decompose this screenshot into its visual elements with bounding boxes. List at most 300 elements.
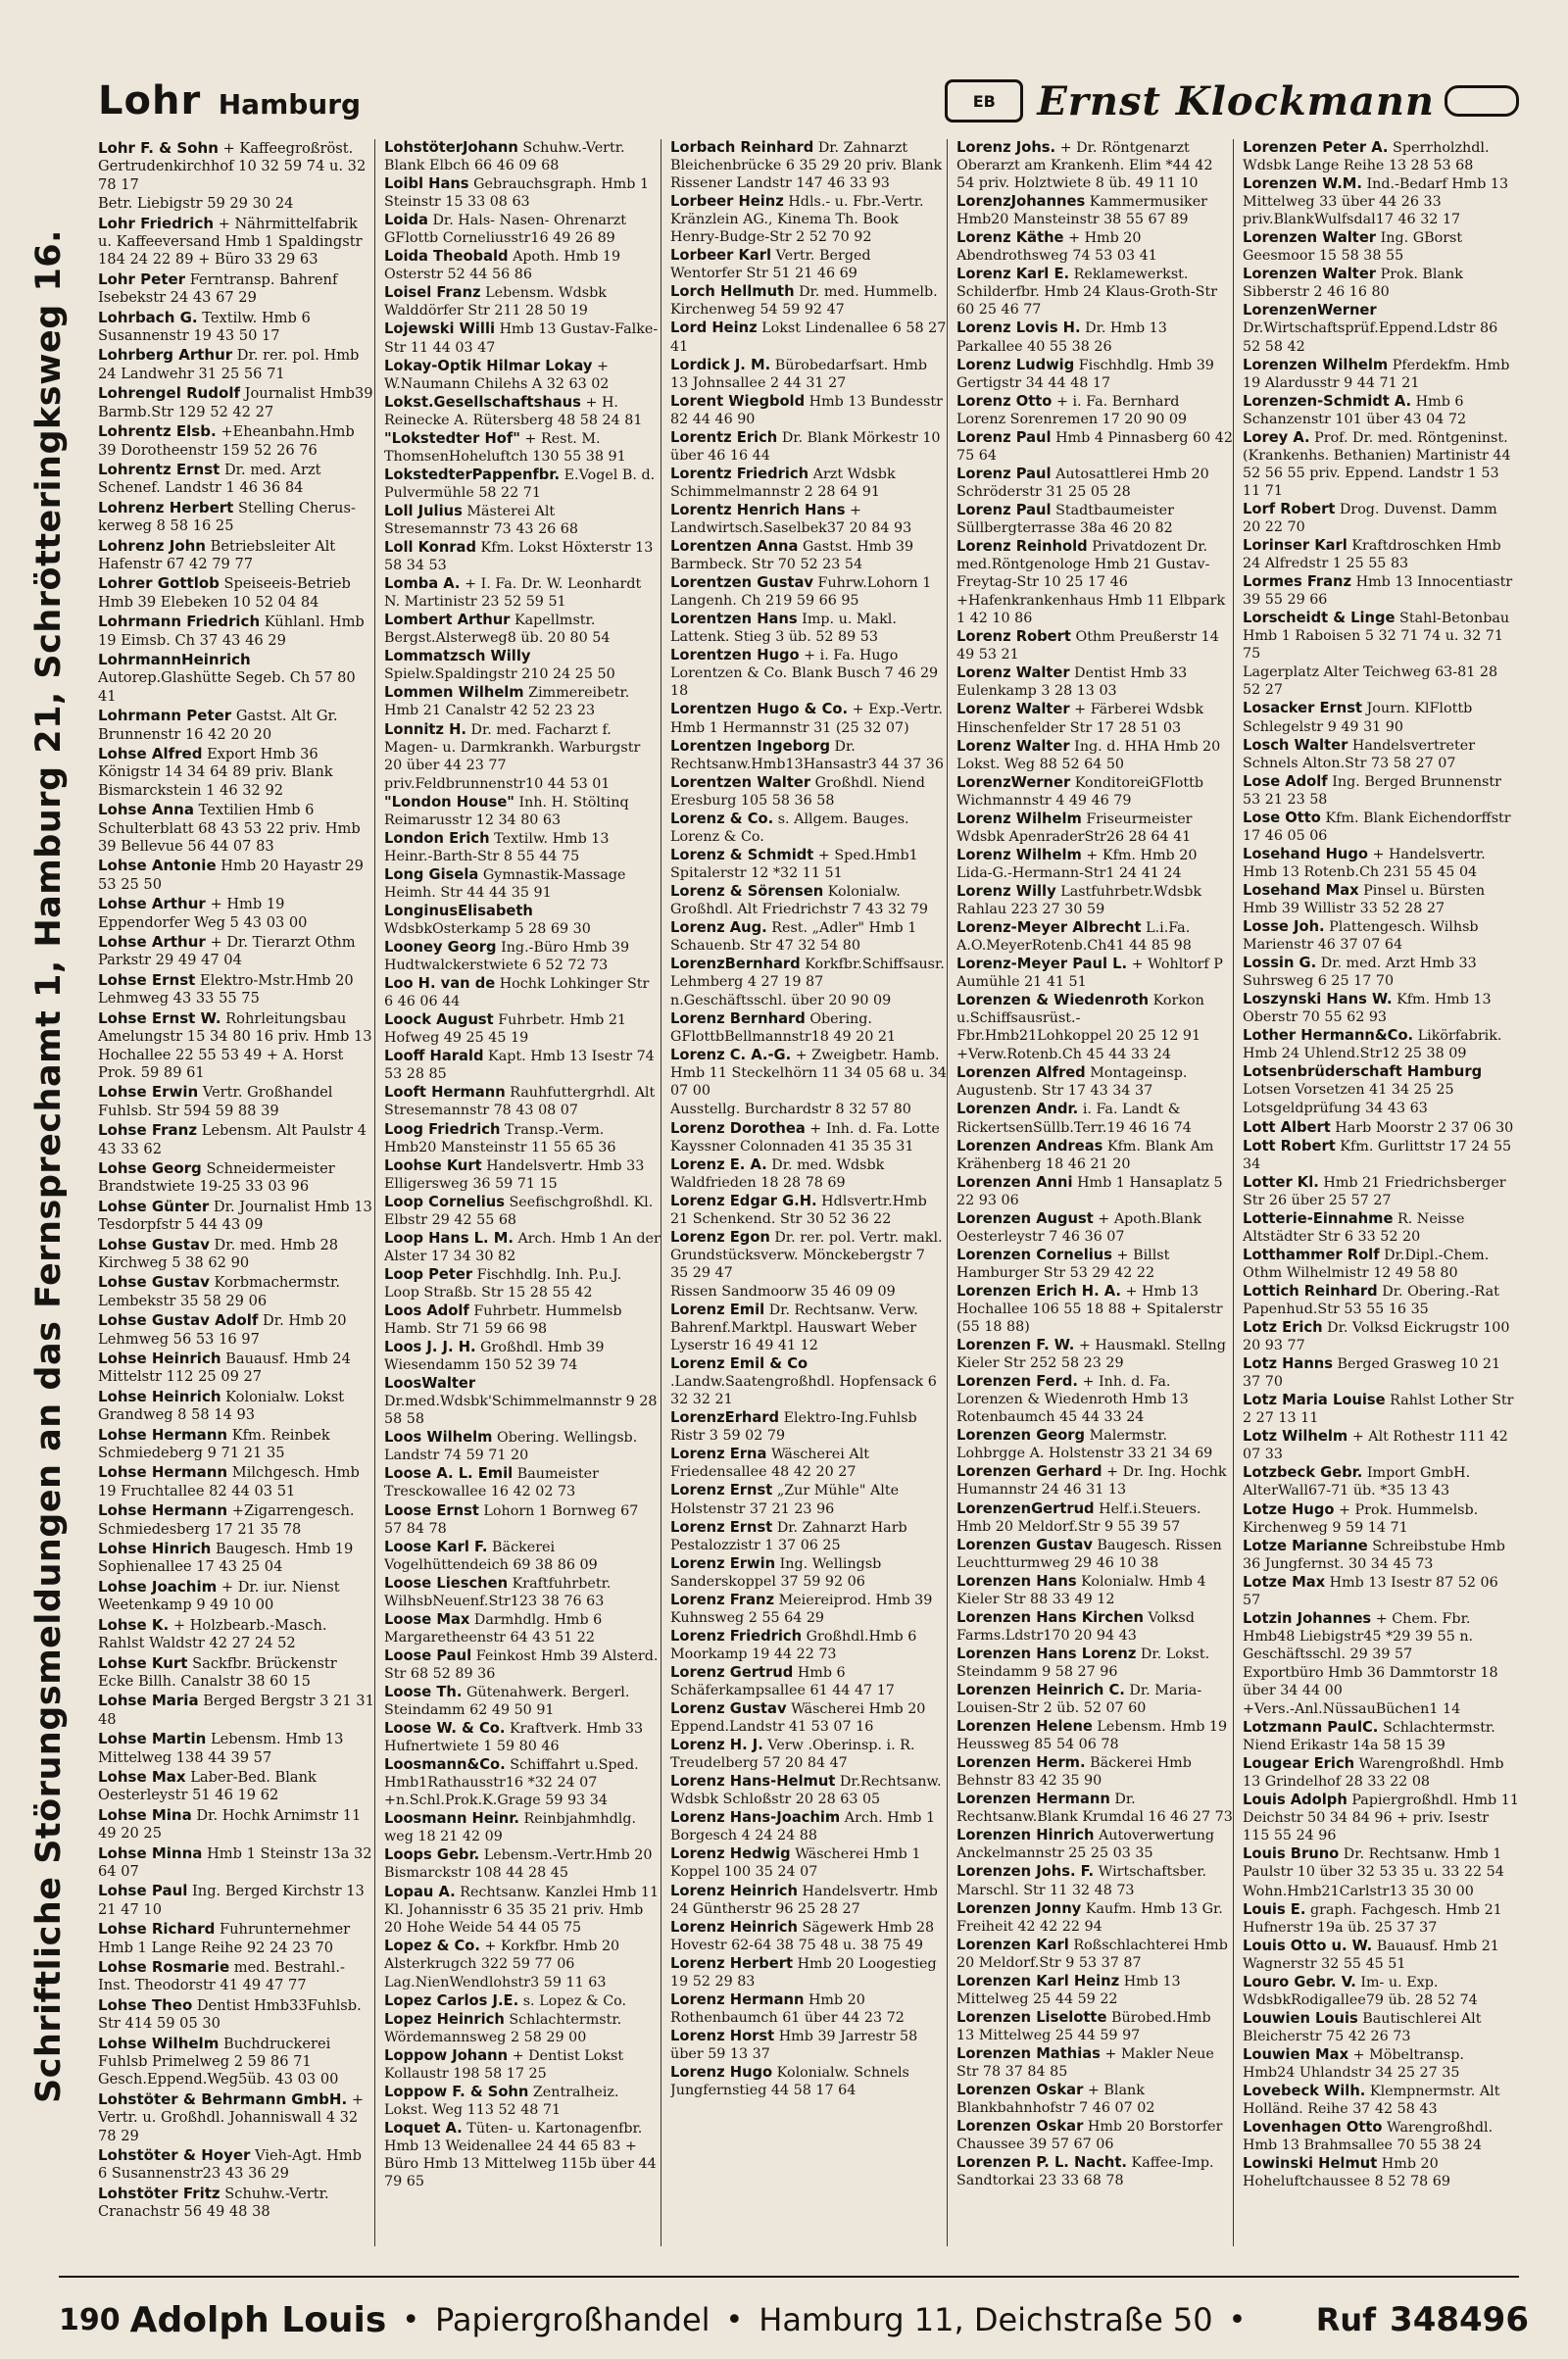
listing-entry — [384, 575, 661, 611]
entry-details: Exportbüro Hmb 36 Dammtorstr 18 über 34 44 00 — [1243, 1664, 1498, 1698]
listing-entry — [956, 1046, 1233, 1063]
entry-details: + Handelsvertr. Hmb 13 Rotenb.Ch 231 55 45 04 — [1243, 846, 1486, 880]
entry-name: Lorenzen Hinrich — [956, 1827, 1095, 1844]
listing-entry — [1243, 139, 1519, 174]
entry-details: Hmb 20 Rothenbaumch 61 über 44 23 72 — [670, 1991, 905, 2026]
listing-entry — [1243, 229, 1519, 265]
entry-details: + Hmb 13 Hochallee 106 55 18 88 + Spitalerstr (55 18 88) — [956, 1283, 1223, 1336]
entry-name: LokstedterPappenfbr. — [384, 466, 561, 483]
entry-details: Export Hmb 36 Königstr 14 34 64 89 priv. Blank Bismarckstein 1 46 32 92 — [98, 746, 333, 799]
entry-details: Dr.Rechtsanw. Wdsbk Schloßstr 20 28 63 05 — [670, 1774, 942, 1808]
entry-name: Lordick J. M. — [670, 356, 771, 373]
listing-entry — [956, 774, 1233, 810]
entry-name: Loida Theobald — [384, 248, 509, 266]
listing-entry — [956, 701, 1233, 736]
entry-details: Bäckerei Hmb Behnstr 83 42 35 90 — [956, 1755, 1192, 1790]
entry-details: + Hmb 19 Eppendorfer Weg 5 43 03 00 — [98, 896, 308, 931]
entry-details: + Dr. Ing. Hochk Humannstr 24 46 31 13 — [956, 1464, 1227, 1499]
listing-entry — [384, 1048, 661, 1083]
footer-ad — [59, 2298, 1529, 2341]
listing-entry — [98, 1463, 374, 1500]
entry-details: Zentralheiz. Lokst. Weg 113 52 48 71 — [384, 2085, 619, 2119]
listing-entry — [384, 539, 661, 574]
listing-entry — [384, 1084, 661, 1119]
entry-details: Hmb 13 Gustav-Falke-Str 11 44 03 47 — [384, 321, 659, 356]
entry-name: Lohse Anna — [98, 801, 194, 819]
listing-entry — [956, 1283, 1233, 1336]
listing-entry — [1243, 1392, 1519, 1427]
entry-details: Wirtschaftsber. Marschl. Str 11 32 48 73 — [956, 1864, 1207, 1898]
listing-entry — [1243, 2046, 1519, 2082]
entry-details: Textilw. Hmb 13 Heinr.-Barth-Str 8 55 44 75 — [384, 830, 610, 864]
listing-entry — [384, 775, 661, 793]
footer-phone — [1316, 2300, 1529, 2339]
entry-details: Ing. Berged Brunnenstr 53 21 23 58 — [1243, 773, 1501, 808]
listing-entry — [956, 1900, 1233, 1936]
listing-entry — [98, 1009, 374, 1083]
entry-details: Hmb 13 Isestr 87 52 06 57 — [1243, 1574, 1498, 1608]
listing-entry — [956, 2118, 1233, 2153]
brand-name: Ernst Klockmann — [1037, 77, 1435, 124]
entry-details: Dr. rer. pol. Vertr. makl. Grundstücksverw. Mönckebergstr 7 35 29 47 — [670, 1229, 943, 1281]
entry-name: Lovenhagen Otto — [1243, 2119, 1383, 2137]
entry-name: Lorenzen Alfred — [956, 1064, 1086, 1082]
entry-details: n.Geschäftsschl. über 20 90 09 — [670, 993, 892, 1009]
entry-name: Loose A. L. Emil — [384, 1465, 514, 1483]
entry-name: Lorenzen August — [956, 1209, 1094, 1227]
entry-name: Lorenzen & Wiedenroth — [956, 992, 1150, 1009]
entry-name: Lorch Hellmuth — [670, 283, 795, 301]
listing-entry — [98, 270, 374, 308]
entry-name: Long Gisela — [384, 865, 479, 883]
entry-name: Lorentzen Hans — [670, 611, 798, 628]
listing-entry — [98, 309, 374, 346]
listing-entry — [1243, 882, 1519, 917]
entry-name: Lohrer Gottlob — [98, 574, 220, 593]
listing-entry — [670, 1519, 947, 1554]
entry-name: Lorenzen Andr. — [956, 1101, 1079, 1118]
entry-details: Arch. Hmb 1 Borgesch 4 24 24 88 — [670, 1810, 936, 1844]
entry-details: Dr. rer. pol. Hmb 24 Landwehr 31 25 56 71 — [98, 347, 360, 382]
listing-entry — [98, 1121, 374, 1158]
entry-details: Dr. Zahnarzt Bleichenbrücke 6 35 29 20 priv. Blank Rissener Landstr 147 46 33 93 — [670, 140, 943, 192]
entry-details: Fischhdlg. Hmb 39 Gertigstr 34 44 48 17 — [956, 357, 1214, 391]
entry-name: Lorenz E. A. — [670, 1155, 767, 1173]
listing-entry — [1243, 1664, 1519, 1699]
listing-entry — [670, 774, 947, 810]
listing-entry — [98, 1501, 374, 1539]
listing-entry — [98, 2090, 374, 2145]
entry-name: Losehand Hugo — [1243, 845, 1368, 862]
entry-name: Loszynski Hans W. — [1243, 991, 1393, 1008]
entry-name: Loock August — [384, 1011, 494, 1029]
entry-details: Spielw.Spaldingstr 210 24 25 50 — [384, 666, 615, 683]
entry-name: Lorentz Friedrich — [670, 465, 809, 482]
entry-details: KonditoreiGFlottb Wichmannstr 4 49 46 79 — [956, 774, 1203, 809]
entry-name: Lohse Richard — [98, 1920, 216, 1939]
entry-details: Gastst. Alt Gr. Brunnenstr 16 42 20 20 — [98, 708, 338, 743]
listing-entry — [956, 956, 1233, 991]
entry-name: Lohse Maria — [98, 1692, 199, 1710]
entry-name: Lohstöter & Hoyer — [98, 2146, 251, 2165]
entry-name: Lohse Paul — [98, 1882, 188, 1900]
listing-entry — [98, 461, 374, 498]
listing-entry — [670, 738, 947, 773]
listing-entry — [956, 193, 1233, 228]
entry-name: Lorenzen Hans — [956, 1572, 1077, 1590]
entry-details: Sperrholzhdl. Wdsbk Lange Reihe 13 28 53 68 — [1243, 140, 1490, 174]
entry-details: +Zigarrengesch. Schmiedesberg 17 21 35 78 — [98, 1502, 355, 1538]
entry-name: Lotze Marianne — [1243, 1537, 1368, 1554]
entry-details: Ing. Berged Kirchstr 13 21 47 10 — [98, 1883, 365, 1918]
listing-entry — [384, 1302, 661, 1338]
entry-details: R. Neisse Altstädter Str 6 33 52 20 — [1243, 1210, 1465, 1245]
listing-entry — [1243, 1901, 1519, 1937]
running-head-city: Hamburg — [218, 88, 362, 121]
listing-columns — [98, 139, 1519, 2246]
entry-details: Dr. Hmb 20 Lehmweg 56 53 16 97 — [98, 1312, 347, 1348]
listing-entry — [670, 1845, 947, 1881]
entry-name: Louis Adolph — [1243, 1792, 1348, 1809]
entry-details: + Kaffeegroßröst. Gertrudenkirchhof 10 32 59 74 u. 32 78 17 — [98, 140, 367, 193]
entry-details: Reinbjahmhdlg. weg 18 21 42 09 — [384, 1811, 637, 1845]
listing-entry — [1243, 773, 1519, 809]
entry-name: Looff Harald — [384, 1048, 484, 1065]
entry-name: Lohse Heinrich — [98, 1387, 221, 1405]
entry-name: Lorenzen Mathias — [956, 2044, 1101, 2062]
entry-details: Dr. Rechtsanw. Hmb 1 Paulstr 10 über 32 53 35 u. 33 22 54 — [1243, 1846, 1504, 1881]
listing-entry — [670, 1283, 947, 1301]
entry-details: Fuhrunternehmer Hmb 1 Lange Reihe 92 24 23 70 — [98, 1921, 351, 1956]
entry-details: Hdlsvertr.Hmb 21 Schenkend. Str 30 52 36 22 — [670, 1193, 927, 1227]
listing-entry — [956, 1973, 1233, 2008]
entry-details: + Hausmakl. Stellng Kieler Str 252 58 23 29 — [956, 1338, 1226, 1372]
listing-entry — [98, 1273, 374, 1310]
listing-entry — [384, 612, 661, 647]
entry-details: Autorep.Glashütte Segeb. Ch 57 80 41 — [98, 669, 356, 705]
entry-details: Autoverwertung Anckelmannstr 25 25 03 35 — [956, 1828, 1215, 1862]
entry-details: Betriebsleiter Alt Hafenstr 67 42 79 77 — [98, 537, 336, 572]
listing-entry — [956, 811, 1233, 846]
listing-entry — [384, 648, 661, 683]
listing-entry — [1243, 1845, 1519, 1881]
listing-entry — [670, 1700, 947, 1736]
entry-name: Lorbach Reinhard — [670, 139, 814, 156]
entry-name: Loisel Franz — [384, 284, 481, 302]
entry-details: Gütenahwerk. Bergerl. Steindamm 62 49 50 91 — [384, 1684, 630, 1719]
entry-details: Stahl-Betonbau Hmb 1 Raboisen 5 32 71 74 u. 32 71 75 — [1243, 611, 1510, 663]
entry-name: Lorenz H. J. — [670, 1737, 763, 1754]
listing-entry — [956, 319, 1233, 355]
entry-details: Kolonialw. Lokst Grandweg 8 58 14 93 — [98, 1388, 345, 1424]
entry-details: Hmb 20 Hayastr 29 53 25 50 — [98, 858, 364, 893]
entry-name: Lorenz Hedwig — [670, 1845, 791, 1863]
listing-entry — [384, 1194, 661, 1229]
listing-entry — [384, 1846, 661, 1882]
listing-entry — [98, 1920, 374, 1957]
entry-details: Zimmereibetr. Hmb 21 Canalstr 42 52 23 23 — [384, 685, 630, 719]
entry-details: Rohrleitungsbau Amelungstr 15 34 80 16 priv. Hmb 13 Hochallee 22 55 53 49 + A. Horst Prok. 59 89 61 — [98, 1009, 372, 1081]
entry-name: Lorinser Karl — [1243, 537, 1348, 555]
entry-name: Lorent Wiegbold — [670, 392, 806, 410]
entry-details: Autosattlerei Hmb 20 Schröderstr 31 25 05 28 — [956, 466, 1209, 500]
entry-name: Lorenzen W.M. — [1243, 175, 1362, 193]
listing-entry — [1243, 846, 1519, 881]
entry-name: Lohrbach G. — [98, 308, 198, 326]
listing-entry — [384, 1266, 661, 1302]
listing-entry — [956, 2154, 1233, 2189]
entry-name: Loop Peter — [384, 1265, 473, 1283]
footer-firm: Adolph Louis — [129, 2299, 387, 2340]
listing-entry — [98, 2185, 374, 2222]
listing-entry — [384, 1611, 661, 1646]
entry-details: Lebensm. Alt Paulstr 4 43 33 62 — [98, 1122, 367, 1157]
entry-name: Lotter Kl. — [1243, 1173, 1319, 1191]
entry-details: + Prok. Hummelsb. Kirchenweg 9 59 14 71 — [1243, 1501, 1479, 1536]
entry-name: Loll Julius — [384, 502, 463, 519]
entry-name: Lorenzen Ferd. — [956, 1373, 1078, 1391]
entry-details: Dr. med. Arzt Hmb 33 Suhrsweg 6 25 17 70 — [1243, 956, 1477, 990]
listing-entry — [670, 2028, 947, 2063]
listing-entry — [384, 1011, 661, 1047]
column-5 — [1243, 139, 1519, 2246]
entry-details: Dr. Rechtsanw.Hmb13Hansastr3 44 37 36 — [670, 738, 944, 772]
vertical-notice-text: Schriftliche Störungsmeldungen an das Fernsprechamt 1, Hamburg 21, Schrötteringksweg 16. — [29, 229, 69, 2103]
entry-details: Rechtsanw. Kanzlei Hmb 11 Kl. Johannisstr 6 35 35 21 priv. Hmb 20 Hohe Weide 54 44 05 75 — [384, 1884, 660, 1936]
listing-entry — [956, 1064, 1233, 1100]
listing-entry — [1243, 1138, 1519, 1173]
entry-details: Wäscherei Hmb 1 Koppel 100 35 24 07 — [670, 1846, 921, 1881]
entry-details: Harb Moorstr 2 37 06 30 — [1335, 1119, 1514, 1136]
listing-entry — [670, 2064, 947, 2099]
listing-entry — [98, 971, 374, 1008]
listing-entry — [98, 499, 374, 536]
listing-entry — [384, 2084, 661, 2119]
listing-entry — [956, 1463, 1233, 1499]
entry-name: Lorenz Gustav — [670, 1700, 787, 1718]
entry-name: Lorenz Wilhelm — [956, 810, 1082, 827]
entry-name: Lorenz Edgar G.H. — [670, 1192, 817, 1209]
entry-details: Hmb 1 Hansaplatz 5 22 93 06 — [956, 1174, 1223, 1208]
entry-name: Lohse Hermann — [98, 1463, 228, 1482]
listing-entry — [98, 1083, 374, 1120]
listing-entry — [384, 2047, 661, 2083]
listing-entry — [670, 429, 947, 465]
entry-details: Baugesch. Hmb 19 Sophienallee 17 43 25 04 — [98, 1541, 354, 1576]
listing-entry — [98, 895, 374, 932]
listing-entry — [670, 883, 947, 918]
entry-details: Kaffee-Imp. Sandtorkai 23 33 68 78 — [956, 2155, 1214, 2189]
entry-name: Lorenz & Schmidt — [670, 846, 814, 863]
entry-name: Lorentzen Anna — [670, 538, 799, 556]
listing-entry — [1243, 1174, 1519, 1209]
entry-details: + Nährmittelfabrik u. Kaffeeversand Hmb 1 Spaldingstr 184 24 22 89 + Büro 33 29 63 — [98, 215, 363, 269]
entry-details: + Dr. iur. Nienst Weetenkamp 9 49 10 00 — [98, 1578, 340, 1614]
entry-details: Mästerei Alt Stresemannstr 73 43 26 68 — [384, 503, 578, 537]
entry-name: Lohse K. — [98, 1615, 170, 1634]
entry-details: Kraftdroschken Hmb 24 Alfredstr 1 25 55 83 — [1243, 538, 1501, 572]
entry-name: Lorenzen Gerhard — [956, 1463, 1102, 1481]
entry-details: Schuhw.-Vertr. Cranachstr 56 49 48 38 — [98, 2185, 329, 2221]
entry-name: Lorentz Erich — [670, 428, 778, 446]
listing-entry — [1243, 1501, 1519, 1537]
entry-details: Journ. KlFlottb Schlegelstr 9 49 31 90 — [1243, 701, 1473, 735]
listing-entry — [670, 1193, 947, 1228]
entry-details: Hmb 39 Jarrestr 58 über 59 13 37 — [670, 2028, 918, 2062]
footer-address: Hamburg 11, Deichstraße 50 — [759, 2301, 1213, 2338]
listing-entry — [670, 1156, 947, 1192]
entry-name: Lohrenz John — [98, 536, 206, 555]
listing-entry — [1243, 1100, 1519, 1117]
listing-entry — [1243, 2155, 1519, 2190]
listing-entry — [1243, 302, 1519, 355]
entry-name: Lotthammer Rolf — [1243, 1246, 1380, 1263]
entry-details: Vertr. Berged Wentorfer Str 51 21 46 69 — [670, 248, 871, 282]
entry-name: Lommen Wilhelm — [384, 684, 524, 702]
entry-name: Lorey A. — [1243, 428, 1310, 446]
entry-details: Vieh-Agt. Hmb 6 Susannenstr23 43 36 29 — [98, 2147, 362, 2183]
entry-name: Lohr Peter — [98, 270, 186, 288]
footer-phone-label: Ruf — [1315, 2301, 1377, 2338]
entry-name: Lorenz Hans-Helmut — [670, 1773, 836, 1791]
listing-entry — [1243, 2010, 1519, 2045]
entry-name: Loose W. & Co. — [384, 1720, 506, 1738]
entry-name: Lorenz Erwin — [670, 1554, 776, 1572]
entry-name: Lorenzen Wilhelm — [1243, 356, 1389, 373]
listing-entry — [98, 2146, 374, 2184]
listing-entry — [956, 139, 1233, 192]
entry-name: Lopez & Co. — [384, 1937, 480, 1954]
entry-name: Lorenzen Helene — [956, 1718, 1093, 1736]
entry-details: Hmb 13 Bundesstr 82 44 46 90 — [670, 393, 943, 427]
listing-entry — [1243, 1027, 1519, 1062]
listing-entry — [670, 1120, 947, 1155]
brand-swash-icon — [1445, 85, 1519, 117]
entry-name: Loose Karl F. — [384, 1538, 488, 1555]
entry-details: Prof. Dr. med. Röntgeninst. (Krankenhs. Bethanien) Martinistr 44 52 56 55 priv. Eppend. Landstr 1 53 11 71 — [1243, 429, 1511, 499]
entry-name: Lorenzen Peter A. — [1243, 139, 1389, 156]
entry-name: Lotz Hanns — [1243, 1355, 1333, 1373]
listing-entry — [670, 1446, 947, 1481]
entry-details: Kolonialw. Großhdl. Alt Friedrichstr 7 43 32 79 — [670, 883, 928, 917]
listing-entry — [670, 193, 947, 246]
entry-name: Loose Lieschen — [384, 1574, 509, 1592]
entry-details: Pinsel u. Bürsten Hmb 39 Willistr 33 52 28 27 — [1243, 882, 1486, 916]
listing-entry — [1243, 1700, 1519, 1718]
listing-entry — [1243, 663, 1519, 699]
listing-entry — [1243, 737, 1519, 772]
listing-entry — [98, 346, 374, 383]
listing-entry — [670, 1409, 947, 1445]
entry-details: +Vers.-Anl.NüssauBüchen1 14 — [1243, 1701, 1461, 1718]
entry-name: Lorbeer Karl — [670, 247, 772, 265]
entry-details: L.i.Fa. A.O.MeyerRotenb.Ch41 44 85 98 — [956, 920, 1192, 955]
entry-details: + Dr. Tierarzt Othm Parkstr 29 49 47 04 — [98, 934, 356, 969]
listing-entry — [98, 1236, 374, 1273]
entry-details: Kfm. Reinbek Schmiedeberg 9 71 21 35 — [98, 1426, 330, 1462]
entry-details: + i. Fa. Hugo Lorentzen & Co. Blank Busch 7 46 29 18 — [670, 648, 939, 700]
entry-name: Lother Hermann&Co. — [1243, 1027, 1414, 1045]
entry-name: Lorenz Robert — [956, 628, 1071, 646]
entry-name: Losacker Ernst — [1243, 700, 1362, 717]
entry-details: Vertr. Großhandel Fuhlsb. Str 594 59 88 39 — [98, 1084, 333, 1119]
entry-details: Ferntransp. Bahrenf Isebekstr 24 43 67 29 — [98, 270, 338, 307]
listing-entry — [384, 1157, 661, 1193]
entry-name: Lorentzen Gustav — [670, 574, 813, 592]
entry-name: Lovebeck Wilh. — [1243, 2083, 1366, 2100]
listing-entry — [98, 537, 374, 574]
entry-name: Lohse Ernst W. — [98, 1008, 221, 1027]
entry-name: Lohse Ernst — [98, 970, 196, 989]
entry-details: Kfm. Gurlittstr 17 24 55 34 — [1243, 1138, 1512, 1172]
entry-name: Lorenz Horst — [670, 2027, 775, 2044]
listing-entry — [384, 1121, 661, 1156]
entry-details: Handelsvertr. Hmb 33 Elligersweg 36 59 71 15 — [384, 1157, 645, 1192]
entry-details: Dr.Wirtschaftsprüf.Eppend.Ldstr 86 52 58 42 — [1243, 320, 1498, 355]
listing-entry — [956, 429, 1233, 465]
entry-name: Loosmann Heinr. — [384, 1810, 519, 1828]
entry-details: Ing. Wellingsb Sanderskoppel 37 59 92 06 — [670, 1555, 882, 1590]
listing-entry — [670, 1101, 947, 1118]
entry-details: graph. Fachgesch. Hmb 21 Hufnerstr 19a üb. 25 37 37 — [1243, 1901, 1502, 1936]
entry-name: Lotz Maria Louise — [1243, 1392, 1386, 1409]
entry-details: Lebensm.-Vertr.Hmb 20 Bismarckstr 108 44 28 45 — [384, 1847, 653, 1882]
entry-details: Feinkost Hmb 39 Alsterd. Str 68 52 89 36 — [384, 1647, 659, 1682]
entry-name: Lorenz Herbert — [670, 1954, 794, 1972]
listing-entry — [956, 738, 1233, 773]
listing-entry — [956, 357, 1233, 392]
entry-name: Lotz Erich — [1243, 1319, 1323, 1337]
listing-entry — [670, 1229, 947, 1282]
entry-name: Lohse Martin — [98, 1730, 207, 1748]
entry-details: Kfm. Lokst Höxterstr 13 58 34 53 — [384, 540, 654, 574]
listing-entry — [956, 1174, 1233, 1209]
page-header — [98, 78, 1519, 127]
entry-details: Kolonialw. Schnels Jungfernstieg 44 58 17 64 — [670, 2064, 909, 2099]
entry-name: Lorenz Reinhold — [956, 538, 1088, 556]
entry-details: + Wohltorf P Aumühle 21 41 51 — [956, 957, 1223, 991]
entry-details: Drog. Duvenst. Damm 20 22 70 — [1243, 501, 1497, 535]
entry-name: Lohse Erwin — [98, 1083, 199, 1102]
listing-entry — [670, 319, 947, 355]
entry-details: + Chem. Fbr. Hmb48 Liebigstr45 *29 39 55 n. Geschäftsschl. 29 39 57 — [1243, 1610, 1474, 1662]
listing-entry — [956, 502, 1233, 537]
listing-entry — [384, 1810, 661, 1845]
entry-details: Kfm. Blank Am Krähenberg 18 46 21 20 — [956, 1138, 1214, 1172]
listing-entry — [956, 1427, 1233, 1462]
entry-name: Lorbeer Heinz — [670, 193, 784, 211]
listing-entry — [956, 1646, 1233, 1681]
entry-name: Lohse Heinrich — [98, 1350, 221, 1367]
entry-name: Lohstöter & Behrmann GmbH. — [98, 2089, 348, 2108]
entry-name: Lorenz Emil — [670, 1302, 765, 1318]
entry-name: Lohse Arthur — [98, 895, 206, 913]
listing-entry — [670, 1628, 947, 1663]
column-4 — [956, 139, 1234, 2246]
entry-details: Dr. Hochk Arnimstr 11 49 20 25 — [98, 1806, 362, 1843]
entry-name: "London House" — [384, 793, 514, 811]
entry-details: Plattengesch. Wilhsb Marienstr 46 37 07 64 — [1243, 919, 1479, 954]
entry-details: Schlachtermstr. Wördemannsweg 2 58 29 00 — [384, 2011, 622, 2045]
listing-entry — [670, 538, 947, 573]
listing-entry — [98, 1311, 374, 1349]
entry-details: Wohn.Hmb21Carlstr13 35 30 00 — [1243, 1883, 1474, 1899]
listing-entry — [98, 1654, 374, 1692]
entry-details: Speiseeis-Betrieb Hmb 39 Elebeken 10 52 04 84 — [98, 575, 351, 611]
entry-details: Korbmachermstr. Lembekstr 35 58 29 06 — [98, 1274, 341, 1309]
entry-details: +Eheanbahn.Hmb 39 Dorotheenstr 159 52 26 76 — [98, 423, 355, 459]
listing-entry — [670, 1482, 947, 1517]
